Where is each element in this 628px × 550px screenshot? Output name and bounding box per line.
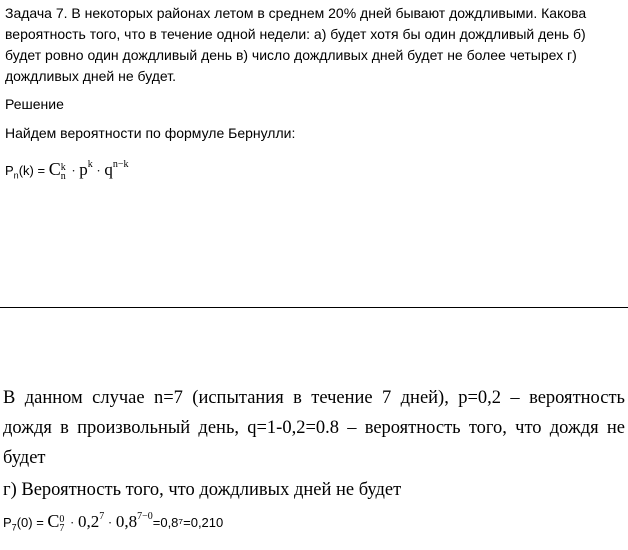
method-text: Найдем вероятности по формуле Бернулли: (5, 125, 296, 141)
result-lhs-arg: (0) = (16, 515, 44, 530)
formula-lhs: P (5, 163, 14, 178)
formula-p-sup: k (87, 159, 93, 170)
result-dot-2: · (107, 515, 113, 530)
formula-q-sup: n−k (112, 159, 129, 170)
case-paragraph: В данном случае n=7 (испытания в течение 7 дней), p=0,2 – вероятность дождя в произвольный день, q=1-0,2=0.8 – вероятность того, что дождя не будет (3, 388, 625, 468)
result-q-val: 0,8 (115, 512, 138, 531)
formula-c-indices (61, 163, 66, 181)
result-p-val: 0,2 (78, 512, 100, 531)
result-dot-1: · (70, 515, 75, 530)
problem-section (5, 0, 620, 186)
result-lhs-sub: 7 (11, 522, 17, 533)
formula-dot-2: · (96, 163, 101, 178)
part-g-text: г) Вероятность того, что дождливых дней не будет (3, 480, 402, 500)
solution-label: Решение (5, 96, 64, 112)
formula-lhs-arg: (k) = (18, 163, 46, 178)
formula-c: C (48, 159, 61, 179)
formula-dot-1: · (71, 163, 76, 178)
result-c: C (47, 511, 60, 531)
formula-q: q (104, 160, 113, 179)
result-c-sup: 0 (59, 513, 65, 525)
result-c-indices (59, 515, 64, 533)
solution-section (3, 383, 625, 533)
formula-c-sup: k (60, 161, 66, 173)
result-p-sup: 7 (99, 511, 105, 522)
problem-text: Задача 7. В некоторых районах летом в среднем 20% дней бывают дождливыми. Какова вероятность того, что в течение одной недели: а) будет хотя бы один дождливый день б) будет ровно один дождливый день в) число дождливых дней будет не более четырех г) дождливых дней не будет. (5, 5, 587, 84)
result-tail: =0,8⁷=0,210 (152, 515, 224, 530)
bernoulli-formula (5, 155, 620, 186)
formula-lhs-sub: n (13, 170, 19, 181)
page-divider (0, 307, 628, 308)
result-lhs: P (3, 515, 12, 530)
formula-c-sub: n (60, 170, 66, 182)
result-q-sup: 7−0 (137, 511, 153, 522)
formula-p: p (79, 160, 88, 179)
result-formula (3, 511, 625, 533)
result-c-sub: 7 (59, 522, 65, 534)
